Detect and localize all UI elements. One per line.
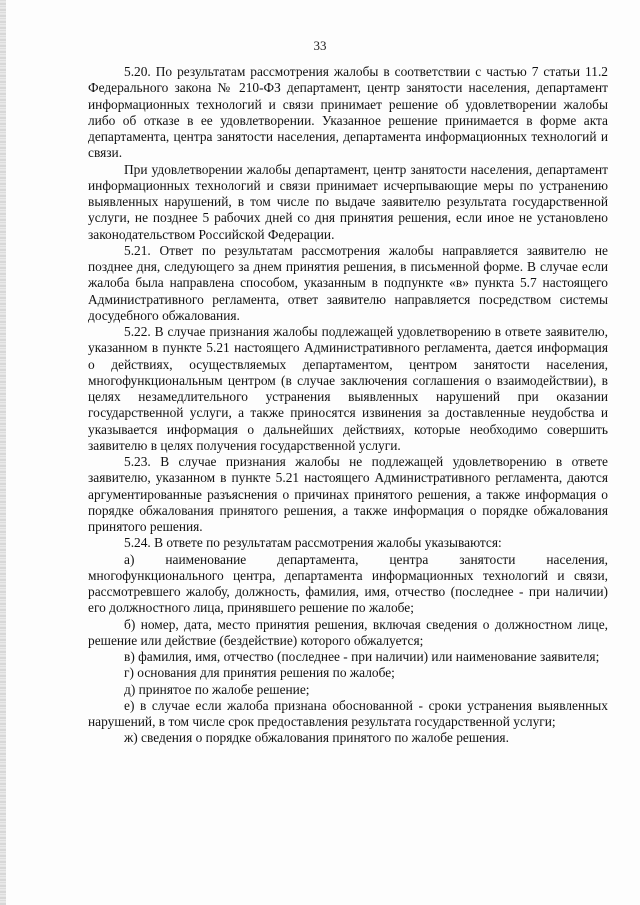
list-item-b: б) номер, дата, место принятия решения, включая сведения о должностном лице, решение или действие (бездействие) которого обжалуется; — [88, 616, 608, 648]
page-number: 33 — [313, 38, 327, 53]
list-item-d: д) принятое по жалобе решение; — [124, 681, 310, 697]
paragraph-5-23: 5.23. В случае признания жалобы не подлежащей удовлетворению в ответе заявителю, указанном в пункте 5.21 настоящего Административного регламента, даются аргументированные разъяснения о причинах принятого решения, а также информация о порядке обжалования принятого решения, а также информация о порядке обжалования принятого решения. — [88, 454, 608, 534]
paragraph-5-20: 5.20. По результатам рассмотрения жалобы в соответствии с частью 7 статьи 11.2 Федерального закона № 210-ФЗ департамент, центр занятости населения, департамент информационных технологий и связи принимает решение об удовлетворении жалобы либо об отказе в ее удовлетворении. Указанное решение принимается в форме акта департамента, центра занятости населения, департамента информационных технологий и связи. — [88, 64, 608, 161]
scan-edge — [0, 0, 6, 905]
list-item-g: г) основания для принятия решения по жалобе; — [124, 665, 395, 681]
paragraph-satisfaction: При удовлетворении жалобы департамент, центр занятости населения, департамент информационных технологий и связи принимает исчерпывающие меры по устранению выявленных нарушений, в том числе по выдаче заявителю результата государственной услуги, не позднее 5 рабочих дней со дня принятия решения, если иное не установлено законодательством Российской Федерации. — [88, 161, 608, 242]
list-item-a: а) наименование департамента, центра занятости населения, многофункционального центра, департамента информационных технологий и связи, рассмотревшего жалобу, должность, фамилия, имя, отчество (последнее - при наличии) его должностного лица, принявшего решение по жалобе; — [88, 551, 608, 616]
paragraph-5-21: 5.21. Ответ по результатам рассмотрения жалобы направляется заявителю не позднее дня, следующего за днем принятия решения, в письменной форме. В случае если жалоба была направлена способом, указанным в подпункте «в» пункта 5.7 настоящего Административного регламента, ответ заявителю направляется посредством системы досудебного обжалования. — [88, 242, 608, 323]
paragraph-5-24: 5.24. В ответе по результатам рассмотрения жалобы указываются: — [124, 535, 502, 551]
list-item-zh: ж) сведения о порядке обжалования принятого по жалобе решения. — [124, 730, 509, 746]
list-item-v: в) фамилия, имя, отчество (последнее - при наличии) или наименование заявителя; — [124, 649, 600, 664]
paragraph-5-22: 5.22. В случае признания жалобы подлежащей удовлетворению в ответе заявителю, указанном в пункте 5.21 настоящего Административного регламента, дается информация о действиях, осуществляемых департаментом, центром занятости населения, многофункциональным центром (в случае заключения соглашения о взаимодействии), в целях незамедлительного устранения выявленных нарушений при оказании государственной услуги, а также приносятся извинения за доставленные неудобства и указывается информация о дальнейших действиях, которые необходимо совершить заявителю в целях получения государственной услуги. — [88, 324, 608, 453]
list-item-e: е) в случае если жалоба признана обоснованной - сроки устранения выявленных нарушений, в том числе срок предоставления результата государственной услуги; — [88, 697, 608, 729]
document-body — [88, 64, 608, 747]
